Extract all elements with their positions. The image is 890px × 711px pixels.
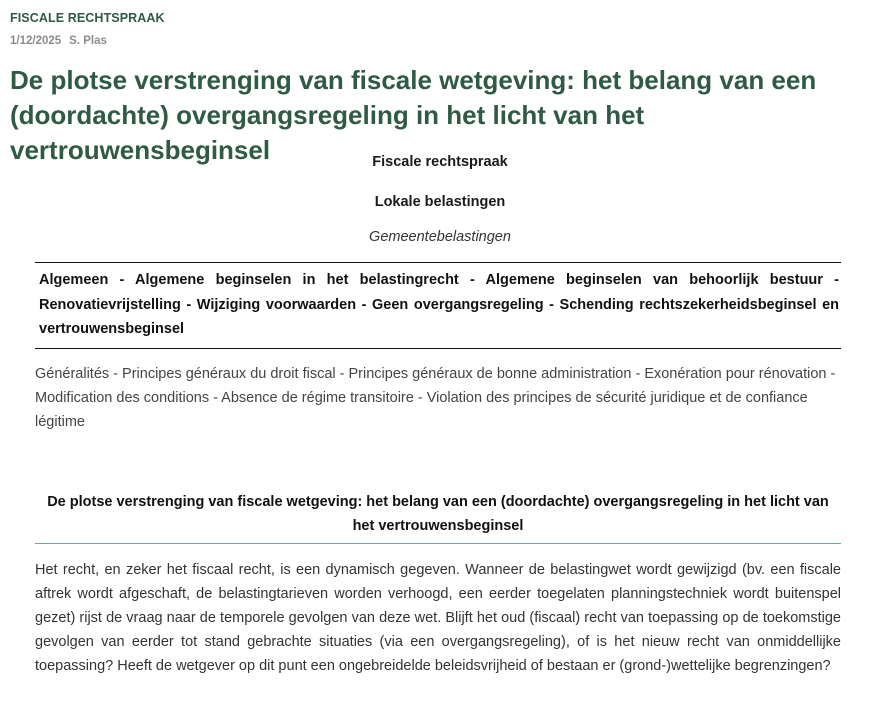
section-heading: De plotse verstrenging van fiscale wetgeving: het belang van een (doordachte) overgangsregeling in het licht van het vertrouwensbeginsel bbox=[35, 490, 841, 544]
author-name: S. Plas bbox=[69, 35, 107, 47]
publication-date: 1/12/2025 bbox=[10, 35, 62, 47]
article-title: De plotse verstrenging van fiscale wetgeving: het belang van een (doordachte) overgangsregeling in het licht van het vertrouwensbeginsel bbox=[10, 65, 817, 165]
article-meta bbox=[10, 35, 107, 47]
category-link[interactable]: FISCALE RECHTSPRAAK bbox=[10, 11, 165, 25]
keywords-french: Généralités - Principes généraux du droit fiscal - Principes généraux de bonne administration - Exonération pour rénovation - Modification des conditions - Absence de régime transitoire - Violation des principes de sécurité juridique et de confiance légitime bbox=[35, 366, 836, 430]
body-paragraph: Het recht, en zeker het fiscaal recht, is een dynamisch gegeven. Wanneer de belastingwet wordt gewijzigd (bv. een fiscale aftrek wordt afgeschaft, de belastingtarieven worden verhoogd, een eerder toegelaten planningstechniek wordt buitenspel gezet) rijst de vraag naar de temporele gevolgen van deze wet. Blijft het oud (fiscaal) recht van toepassing op de toekomstige gevolgen van eerder tot stand gebrachte situaties (via een overgangsregeling), of is het nieuw recht van onmiddellijke toepassing? Heeft de wetgever op dit punt een ongebreidelde beleidsvrijheid of bestaan er (grond-)wettelijke begrenzingen? bbox=[35, 562, 841, 674]
keywords-dutch: Algemeen - Algemene beginselen in het belastingrecht - Algemene beginselen van behoorlijk bestuur - Renovatievrijstelling - Wijziging voorwaarden - Geen overgangsregeling - Schending rechtszekerheidsbeginsel en vertrouwensbeginsel bbox=[35, 262, 841, 349]
subject-category: Gemeentebelastingen bbox=[369, 229, 511, 245]
subject-subheading: Lokale belastingen bbox=[374, 194, 506, 210]
subject-heading: Fiscale rechtspraak bbox=[372, 154, 508, 170]
